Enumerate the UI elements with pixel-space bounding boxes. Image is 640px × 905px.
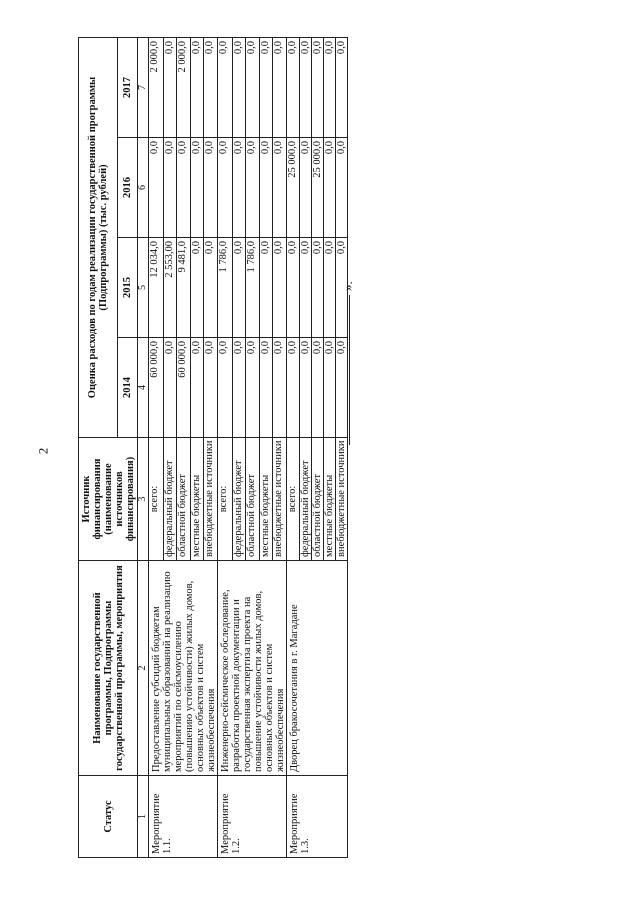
value-cell: 0,0: [190, 138, 204, 238]
source-cell: областной бюджет: [312, 438, 324, 561]
value-cell: 0,0: [336, 37, 348, 137]
value-cell: 0,0: [259, 238, 273, 338]
value-cell: 0,0: [300, 138, 312, 238]
value-cell: 0,0: [190, 37, 204, 137]
header-source: Источник финансирования (наименование источников финансирования): [79, 438, 138, 561]
rotated-table-wrapper: [78, 38, 348, 858]
source-cell: всего:: [287, 438, 300, 561]
table-body: [149, 37, 348, 857]
header-year: 2016: [118, 138, 138, 238]
value-cell: 0,0: [232, 338, 246, 438]
table-row: [287, 37, 300, 857]
source-cell: внебюджетные источники: [204, 438, 218, 561]
value-cell: 0,0: [163, 338, 177, 438]
value-cell: 0,0: [218, 138, 233, 238]
expenditure-table: [78, 37, 348, 858]
value-cell: 0,0: [204, 37, 218, 137]
value-cell: 0,0: [259, 338, 273, 438]
value-cell: 60 000,0: [177, 338, 191, 438]
value-cell: 0,0: [336, 338, 348, 438]
value-cell: 0,0: [177, 138, 191, 238]
col-number: 2: [138, 561, 149, 776]
source-cell: местные бюджеты: [324, 438, 336, 561]
value-cell: 0,0: [287, 37, 300, 137]
value-cell: 0,0: [273, 37, 287, 137]
col-number: 1: [138, 776, 149, 858]
value-cell: 0,0: [273, 238, 287, 338]
source-cell: всего:: [218, 438, 233, 561]
header-status: Статус: [79, 776, 138, 858]
value-cell: 0,0: [232, 238, 246, 338]
value-cell: 25 000,0: [287, 138, 300, 238]
value-cell: 2 553,00: [163, 238, 177, 338]
value-cell: 0,0: [246, 37, 260, 137]
value-cell: 0,0: [312, 338, 324, 438]
source-cell: федеральный бюджет: [300, 438, 312, 561]
source-cell: федеральный бюджет: [232, 438, 246, 561]
closing-underline: [349, 295, 350, 445]
value-cell: 0,0: [300, 338, 312, 438]
status-cell: Мероприятие 1.1.: [149, 776, 218, 858]
source-cell: всего:: [149, 438, 164, 561]
source-cell: областной бюджет: [177, 438, 191, 561]
header-year: 2017: [118, 37, 138, 137]
value-cell: 0,0: [273, 338, 287, 438]
closing-text: ».: [340, 281, 355, 291]
measure-name-cell: Дворец бракосочетания в г. Магадане: [287, 561, 348, 776]
value-cell: 0,0: [259, 37, 273, 137]
value-cell: 0,0: [336, 238, 348, 338]
source-cell: областной бюджет: [246, 438, 260, 561]
value-cell: 0,0: [163, 138, 177, 238]
value-cell: 0,0: [246, 338, 260, 438]
source-cell: местные бюджеты: [259, 438, 273, 561]
table-row: [218, 37, 233, 857]
value-cell: 0,0: [324, 37, 336, 137]
value-cell: 0,0: [287, 338, 300, 438]
source-cell: местные бюджеты: [190, 438, 204, 561]
value-cell: 0,0: [324, 238, 336, 338]
source-cell: внебюджетные источники: [273, 438, 287, 561]
col-number: 6: [138, 138, 149, 238]
value-cell: 0,0: [300, 238, 312, 338]
value-cell: 0,0: [246, 138, 260, 238]
value-cell: 0,0: [218, 37, 233, 137]
table-row: [149, 37, 164, 857]
value-cell: 0,0: [324, 338, 336, 438]
value-cell: 2 000,0: [149, 37, 164, 137]
status-cell: Мероприятие 1.2.: [218, 776, 287, 858]
value-cell: 9 481,0: [177, 238, 191, 338]
header-year: 2015: [118, 238, 138, 338]
value-cell: 0,0: [232, 138, 246, 238]
value-cell: 0,0: [204, 138, 218, 238]
header-year: 2014: [118, 338, 138, 438]
value-cell: 0,0: [300, 37, 312, 137]
value-cell: 0,0: [232, 37, 246, 137]
value-cell: 0,0: [324, 138, 336, 238]
value-cell: 60 000,0: [149, 338, 164, 438]
col-number: 3: [138, 438, 149, 561]
value-cell: 0,0: [259, 138, 273, 238]
header-estimate: Оценка расходов по годам реализации государственной программы (Подпрограммы) (тыс. рублей): [79, 37, 118, 437]
status-cell: Мероприятие 1.3.: [287, 776, 348, 858]
value-cell: 0,0: [312, 238, 324, 338]
col-number: 4: [138, 338, 149, 438]
value-cell: 0,0: [287, 238, 300, 338]
page-number: 2: [35, 447, 51, 455]
source-cell: федеральный бюджет: [163, 438, 177, 561]
source-cell: внебюджетные источники: [336, 438, 348, 561]
value-cell: 2 000,0: [177, 37, 191, 137]
value-cell: 0,0: [149, 138, 164, 238]
col-number: 5: [138, 238, 149, 338]
value-cell: 0,0: [204, 238, 218, 338]
value-cell: 1 786,0: [218, 238, 233, 338]
value-cell: 0,0: [273, 138, 287, 238]
value-cell: 0,0: [163, 37, 177, 137]
measure-name-cell: Предоставление субсидий бюджетам муниципальных образований на реализацию мероприятий по сейсмоусилению (повышению устойчивости) жилых домов, основных объектов и систем жизнеобеспечения: [149, 561, 218, 776]
value-cell: 0,0: [336, 138, 348, 238]
value-cell: 25 000,0: [312, 138, 324, 238]
value-cell: 0,0: [204, 338, 218, 438]
header-name: Наименование государственной программы, Подпрограммы государственной программы, мероприятия: [79, 561, 138, 776]
measure-name-cell: Инженерно-сейсмическое обследование, разработка проектной документации и государственная экспертиза проекта на повышение устойчивости жилых домов, основных объектов и систем жизнеобеспечения: [218, 561, 287, 776]
value-cell: 0,0: [312, 37, 324, 137]
col-number: 7: [138, 37, 149, 137]
value-cell: 0,0: [218, 338, 233, 438]
value-cell: 0,0: [190, 238, 204, 338]
value-cell: 1 786,0: [246, 238, 260, 338]
value-cell: 12 034,0: [149, 238, 164, 338]
value-cell: 0,0: [190, 338, 204, 438]
